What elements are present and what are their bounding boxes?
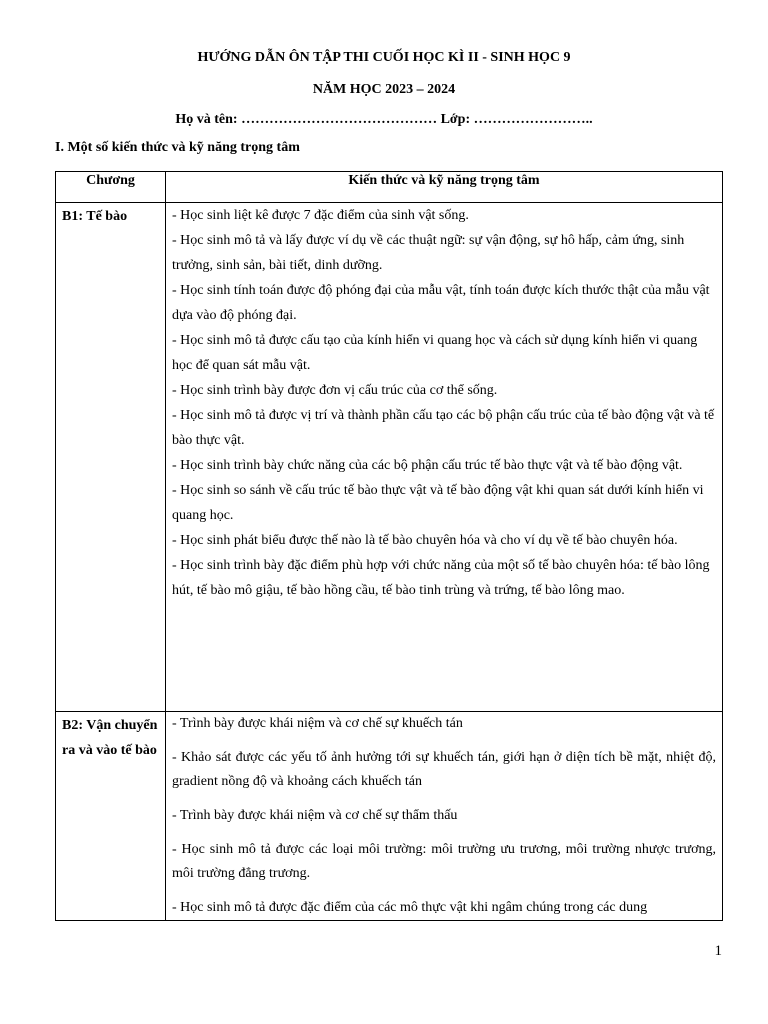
knowledge-item: - Học sinh trình bày được đơn vị cấu trúc của cơ thể sống.: [172, 383, 498, 398]
knowledge-item: - Trình bày được khái niệm và cơ chế sự thẩm thấu: [172, 808, 458, 823]
knowledge-cell: [166, 203, 723, 712]
knowledge-item: - Học sinh so sánh về cấu trúc tế bào thực vật và tế bào động vật khi quan sát dưới kính hiển vi quang học.: [172, 483, 704, 523]
knowledge-item: - Học sinh liệt kê được 7 đặc điểm của sinh vật sống.: [172, 208, 469, 223]
knowledge-cell: [166, 712, 723, 921]
table-row: [56, 203, 723, 712]
knowledge-item: - Học sinh trình bày đặc điểm phù hợp với chức năng của một số tế bào chuyên hóa: tế bào lông hút, tế bào mô giậu, tế bào hồng cầu, tế bào tinh trùng và trứng, tế bào lông mao.: [172, 558, 710, 598]
table-row: [56, 712, 723, 921]
page-number: 1: [714, 943, 722, 959]
knowledge-item: - Học sinh mô tả được các loại môi trường: môi trường ưu trương, môi trường nhược trương, môi trường đẳng trương.: [172, 842, 716, 881]
knowledge-item: - Khảo sát được các yếu tố ảnh hưởng tới sự khuếch tán, giới hạn ở diện tích bề mặt, nhiệt độ, gradient nồng độ và khoảng cách khuếch tán: [172, 750, 716, 789]
document-title: HƯỚNG DẪN ÔN TẬP THI CUỐI HỌC KÌ II - SINH HỌC 9: [197, 50, 571, 65]
table-header-row: [56, 172, 723, 203]
name-class-line: Họ và tên: …………………………………… Lớp: ……………………..: [175, 112, 593, 127]
knowledge-item: - Trình bày được khái niệm và cơ chế sự khuếch tán: [172, 716, 463, 731]
knowledge-item: - Học sinh phát biểu được thế nào là tế bào chuyên hóa và cho ví dụ về tế bào chuyên hóa.: [172, 533, 678, 548]
chapter-cell: B1: Tế bào: [56, 203, 166, 712]
column-header-chapter: Chương: [56, 172, 166, 203]
knowledge-item: - Học sinh mô tả và lấy được ví dụ về các thuật ngữ: sự vận động, sự hô hấp, cảm ứng, sinh trưởng, sinh sản, bài tiết, dinh dưỡng.: [172, 233, 685, 273]
knowledge-item: - Học sinh tính toán được độ phóng đại của mẫu vật, tính toán được kích thước thật của mẫu vật dựa vào độ phóng đại.: [172, 283, 710, 323]
knowledge-item: - Học sinh mô tả được cấu tạo của kính hiển vi quang học và cách sử dụng kính hiển vi quang học để quan sát mẫu vật.: [172, 333, 698, 373]
knowledge-item: - Học sinh mô tả được đặc điểm của các mô thực vật khi ngâm chúng trong các dung: [172, 900, 648, 915]
school-year: NĂM HỌC 2023 – 2024: [312, 82, 456, 97]
knowledge-table: [55, 171, 723, 921]
section-heading: I. Một số kiến thức và kỹ năng trọng tâm: [55, 140, 300, 155]
chapter-cell: B2: Vận chuyển ra và vào tế bào: [56, 712, 166, 921]
knowledge-item: - Học sinh mô tả được vị trí và thành phần cấu tạo các bộ phận cấu trúc của tế bào động vật và tế bào thực vật.: [172, 408, 715, 448]
column-header-knowledge: Kiến thức và kỹ năng trọng tâm: [166, 172, 723, 203]
knowledge-item: - Học sinh trình bày chức năng của các bộ phận cấu trúc tế bào thực vật và tế bào động vật.: [172, 458, 683, 473]
